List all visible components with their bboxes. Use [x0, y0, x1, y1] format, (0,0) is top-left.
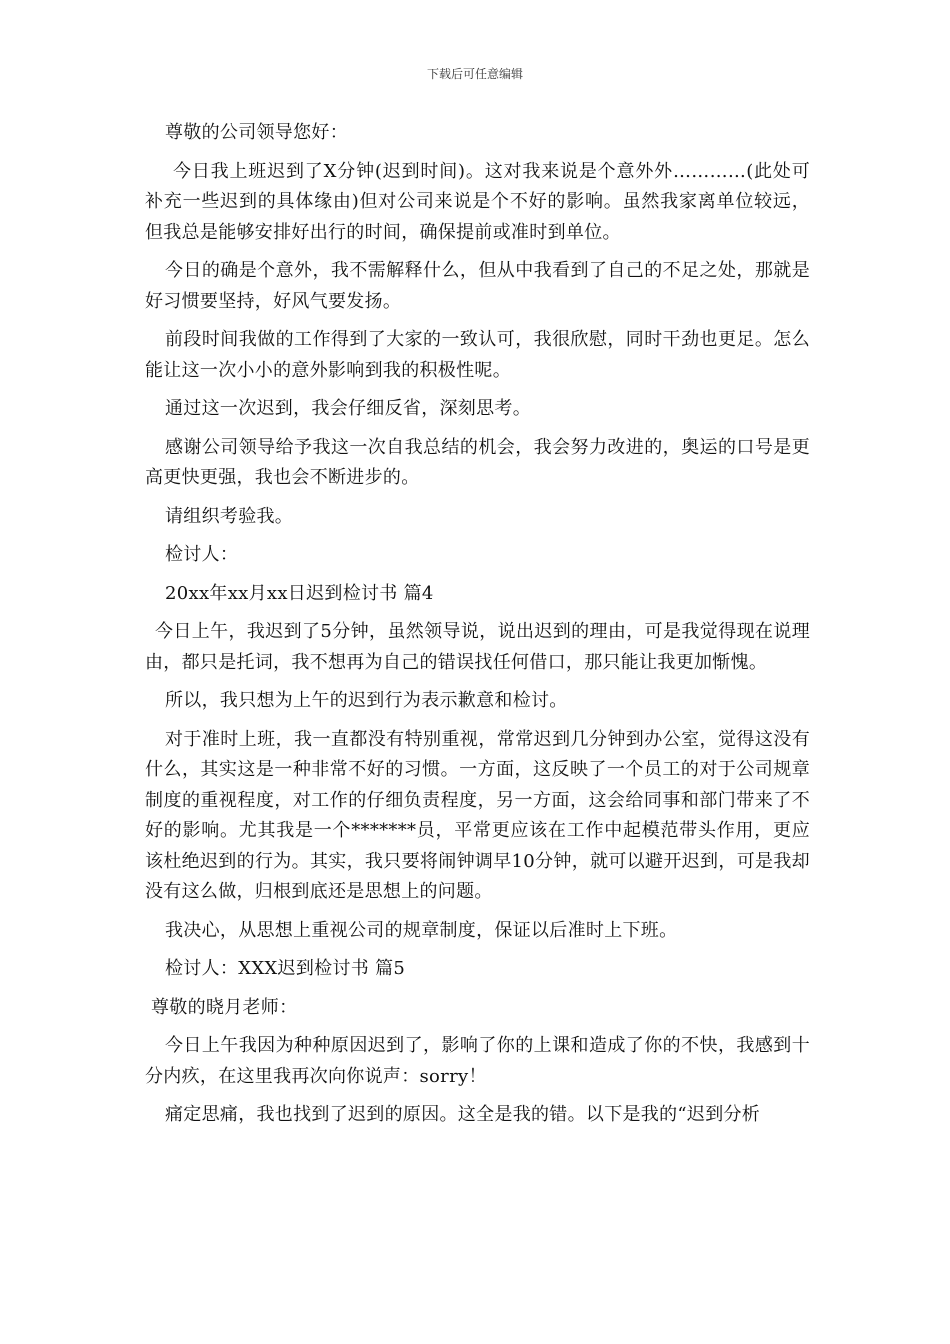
page-header: 下载后可任意编辑: [426, 67, 523, 81]
paragraph: 感谢公司领导给予我这一次自我总结的机会，我会努力改进的，奥运的口号是更高更快更强，我也会不断进步的。: [145, 436, 810, 488]
paragraph: 今日的确是个意外，我不需解释什么，但从中我看到了自己的不足之处，那就是好习惯要坚持，好风气要发扬。: [145, 260, 810, 312]
salutation: 尊敬的晓月老师：: [151, 996, 298, 1018]
salutation: 尊敬的公司领导您好：: [165, 122, 348, 143]
paragraph: 前段时间我做的工作得到了大家的一致认可，我很欣慰，同时干劲也更足。怎么能让这一次小小的意外影响到我的积极性呢。: [145, 329, 810, 381]
paragraph: 我决心，从思想上重视公司的规章制度，保证以后准时上下班。: [165, 919, 678, 941]
section-title: 20xx年xx月xx日迟到检讨书 篇4: [165, 582, 434, 604]
paragraph: 今日上午，我迟到了5分钟，虽然领导说，说出迟到的理由，可是我觉得现在说理由，都只是托词，我不想再为自己的错误找任何借口，那只能让我更加惭愧。: [145, 621, 810, 673]
section-title: 检讨人：XXX迟到检讨书 篇5: [165, 958, 406, 979]
paragraph: 对于准时上班，我一直都没有特别重视，常常迟到几分钟到办公室，觉得这没有什么，其实这是一种非常不好的习惯。一方面，这反映了一个员工的对于公司规章制度的重视程度，对工作的仔细负责程度，另一方面，这会给同事和部门带来了不好的影响。尤其我是一个*******员，平常更应该在工作中起模范带头作用，更应该杜绝迟到的行为。其实，我只要将闹钟调早10分钟，就可以避开迟到，可是我却没有这么做，归根到底还是思想上的问题。: [145, 728, 810, 902]
paragraph: 所以，我只想为上午的迟到行为表示歉意和检讨。: [165, 690, 568, 711]
document-body: [145, 118, 810, 1139]
paragraph: 痛定思痛，我也找到了迟到的原因。这全是我的错。以下是我的“迟到分析: [165, 1104, 761, 1125]
signature-line: 检讨人：: [165, 544, 239, 565]
paragraph: 今日我上班迟到了X分钟(迟到时间)。这对我来说是个意外外…………(此处可补充一些迟到的具体缘由)但对公司来说是个不好的影响。虽然我家离单位较远，但我总是能够安排好出行的时间，确保提前或准时到单位。: [145, 160, 810, 243]
paragraph: 今日上午我因为种种原因迟到了，影响了你的上课和造成了你的不快，我感到十分内疚，在这里我再次向你说声：sorry！: [145, 1035, 810, 1087]
paragraph: 通过这一次迟到，我会仔细反省，深刻思考。: [165, 398, 531, 419]
paragraph: 请组织考验我。: [165, 505, 294, 527]
